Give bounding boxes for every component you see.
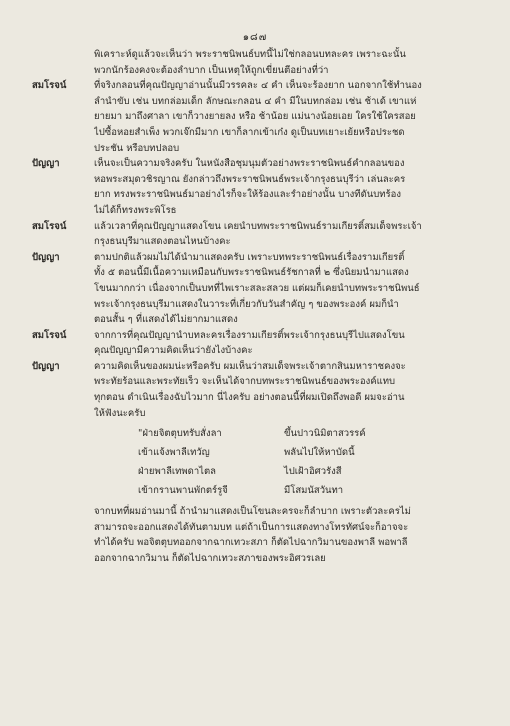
verse-first-half: "ฝ่ายจิตตุบทรับสั่งลา bbox=[138, 428, 222, 440]
dialogue-entry bbox=[0, 359, 510, 567]
dialogue-entry bbox=[0, 156, 510, 218]
text-line: ลำนำขับ เช่น บทกล่อมเด็ก ลักษณะกลอน ๔ คำ มีในบทกล่อม เช่น ช้าเด้ เขาแห่ bbox=[94, 95, 417, 107]
text-line: ไม่ได้ก็ทรงพระพิโรธ bbox=[94, 204, 177, 216]
verse-second-half: พลันไปให้หาบัดนี้ bbox=[284, 447, 355, 459]
text-line: เห็นจะเป็นความจริงครับ ในหนังสือชุมนุมตัวอย่างพระราชนิพนธ์คำกลอนของ bbox=[94, 158, 405, 170]
speaker-name: ปัญญา bbox=[32, 251, 60, 263]
dialogue-text bbox=[94, 78, 510, 156]
text-line: ไปซื้อหอยสำเพ็ง พวกเจ๊กมีมาก เขาก็ลากเข้าเก๋ง ดูเป็นบทเยาะเย้ยหรือประชด bbox=[94, 126, 405, 138]
verse-second-half: มีโสมนัสวันทา bbox=[284, 485, 344, 497]
text-line: แล้วเวลาที่คุณปัญญาแสดงโขน เคยนำบทพระราชนิพนธ์รามเกียรติ์สมเด็จพระเจ้า bbox=[94, 220, 422, 232]
dialogue-text bbox=[94, 219, 510, 250]
text-line: พระเจ้ากรุงธนบุรีมาแสดงในวาระที่เกี่ยวกับวันสำคัญ ๆ ของพระองค์ ผมก็นำ bbox=[94, 298, 399, 310]
text-line: โขนมากกว่า เนื่องจากเป็นบทที่ไพเราะสละสลวย แต่ผมก็เคยนำบทพระราชนิพนธ์ bbox=[94, 282, 420, 294]
text-line: จากการที่คุณปัญญานำบทละครเรื่องรามเกียรติ์พระเจ้ากรุงธนบุรีไปแสดงโขน bbox=[94, 329, 405, 341]
text-line: ยายมา มาถึงศาลา เขาก็วางยายลง หรือ ช้าน้อย แม่นางน้อยเอย ใครใช้ใครสอย bbox=[94, 111, 416, 123]
text-line: กรุงธนบุรีมาแสดงตอนไหนบ้างคะ bbox=[94, 236, 231, 248]
verse-first-half: ฝ่ายพาลีเทพดาไตล bbox=[138, 466, 216, 478]
verse-second-half: ขึ้นปาวนิมิตาสวรรค์ bbox=[284, 428, 366, 440]
text-line: ความคิดเห็นของผมน่ะหรือครับ ผมเห็นว่าสมเด็จพระเจ้าตากสินมหาราชคงจะ bbox=[94, 360, 406, 372]
text-line: คุณปัญญามีความคิดเห็นว่ายังไงบ้างคะ bbox=[94, 345, 253, 357]
verse-row bbox=[138, 424, 510, 443]
dialogue-text bbox=[94, 156, 510, 218]
page-number: ๑๘๗ bbox=[242, 32, 268, 43]
dialogue-entry bbox=[0, 219, 510, 250]
verse-first-half: เข้าแจ้งพาลีเทวัญ bbox=[138, 447, 210, 459]
text-line: ทั้ง ๕ ตอนนี้มีเนื้อความเหมือนกับพระราชนิพนธ์รัชกาลที่ ๒ ซึ่งนิยมนำมาแสดง bbox=[94, 267, 409, 279]
dialogue-body bbox=[0, 47, 510, 567]
dialogue-text bbox=[94, 359, 510, 567]
text-line: ให้ฟังนะครับ bbox=[94, 407, 146, 419]
text-line: สามารถจะออกแสดงได้ทันตามบท แต่ถ้าเป็นการแสดงทางโทรทัศน์จะก็อาจจะ bbox=[94, 521, 409, 533]
dialogue-text bbox=[94, 47, 510, 78]
verse-second-half: ไปเฝ้าอิศวรังสี bbox=[284, 466, 342, 478]
text-line: ยาก ทรงพระราชนิพนธ์มาอย่างไรก็จะให้ร้องและรำอย่างนั้น บางทีดันบทร้อง bbox=[94, 189, 401, 201]
dialogue-text bbox=[94, 328, 510, 359]
text-line: จากบทที่ผมอ่านมานี้ ถ้านำมาแสดงเป็นโขนละครจะก็ลำบาก เพราะตัวละครไม่ bbox=[94, 506, 411, 518]
text-line: หอพระสมุดวชิรญาณ ยังกล่าวถึงพระราชนิพนธ์พระเจ้ากรุงธนบุรีว่า เล่นละคร bbox=[94, 173, 406, 185]
speaker-name: สมโรจน์ bbox=[32, 329, 67, 341]
verse-row bbox=[138, 443, 510, 462]
verse-block bbox=[138, 424, 510, 500]
verse-row bbox=[138, 481, 510, 500]
speaker-name bbox=[0, 47, 94, 78]
speaker-name: ปัญญา bbox=[32, 360, 60, 372]
text-line: พระทัยร้อนและพระทัยเร็ว จะเห็นได้จากบทพระราชนิพนธ์ของพระองค์แทบ bbox=[94, 376, 396, 388]
text-line: ตอนสั้น ๆ ที่แสดงได้ไม่ยากมาแสดง bbox=[94, 314, 238, 326]
text-line: พวกนักร้องคงจะต้องลำบาก เป็นเหตุให้ถูกเขี่ยนตีอย่างที่ว่า bbox=[94, 64, 329, 76]
dialogue-entry bbox=[0, 78, 510, 156]
text-line: ทุกตอน ดำเนินเรื่องฉับไวมาก นี่ไงครับ อย่างตอนนี้ที่ผมเปิดถึงพอดี ผมจะอ่าน bbox=[94, 392, 405, 404]
text-line: ตามปกติแล้วผมไม่ได้นำมาแสดงครับ เพราะบทพระราชนิพนธ์เรื่องรามเกียรติ์ bbox=[94, 251, 405, 263]
text-line: ทำได้ครับ พอจิตตุบทออกจากฉากเทวะสภา ก็ตัดไปฉากวิมานของพาลี พอพาลี bbox=[94, 537, 408, 549]
dialogue-entry bbox=[0, 328, 510, 359]
speaker-name: สมโรจน์ bbox=[32, 80, 67, 92]
verse-first-half: เข้ากรานพานพักตร์รูจี bbox=[138, 485, 228, 497]
dialogue-entry bbox=[0, 250, 510, 328]
text-line: ออกจากฉากวิมาน ก็ตัดไปฉากเทวะสภาของพระอิศวรเลย bbox=[94, 553, 326, 565]
text-line: ประชัน หรือบทปลอบ bbox=[94, 142, 180, 154]
verse-row bbox=[138, 462, 510, 481]
speaker-name: สมโรจน์ bbox=[32, 220, 67, 232]
text-line: ที่จริงกลอนที่คุณปัญญาอ่านนั้นมีวรรคละ ๔ คำ เห็นจะร้องยาก นอกจากใช้ทำนอง bbox=[94, 80, 422, 92]
text-line: พิเคราะห์ดูแล้วจะเห็นว่า พระราชนิพนธ์บทนี้ไม่ใช่กลอนบทละคร เพราะฉะนั้น bbox=[94, 49, 406, 60]
dialogue-text bbox=[94, 250, 510, 328]
dialogue-entry bbox=[0, 47, 510, 78]
speaker-name: ปัญญา bbox=[32, 158, 60, 170]
